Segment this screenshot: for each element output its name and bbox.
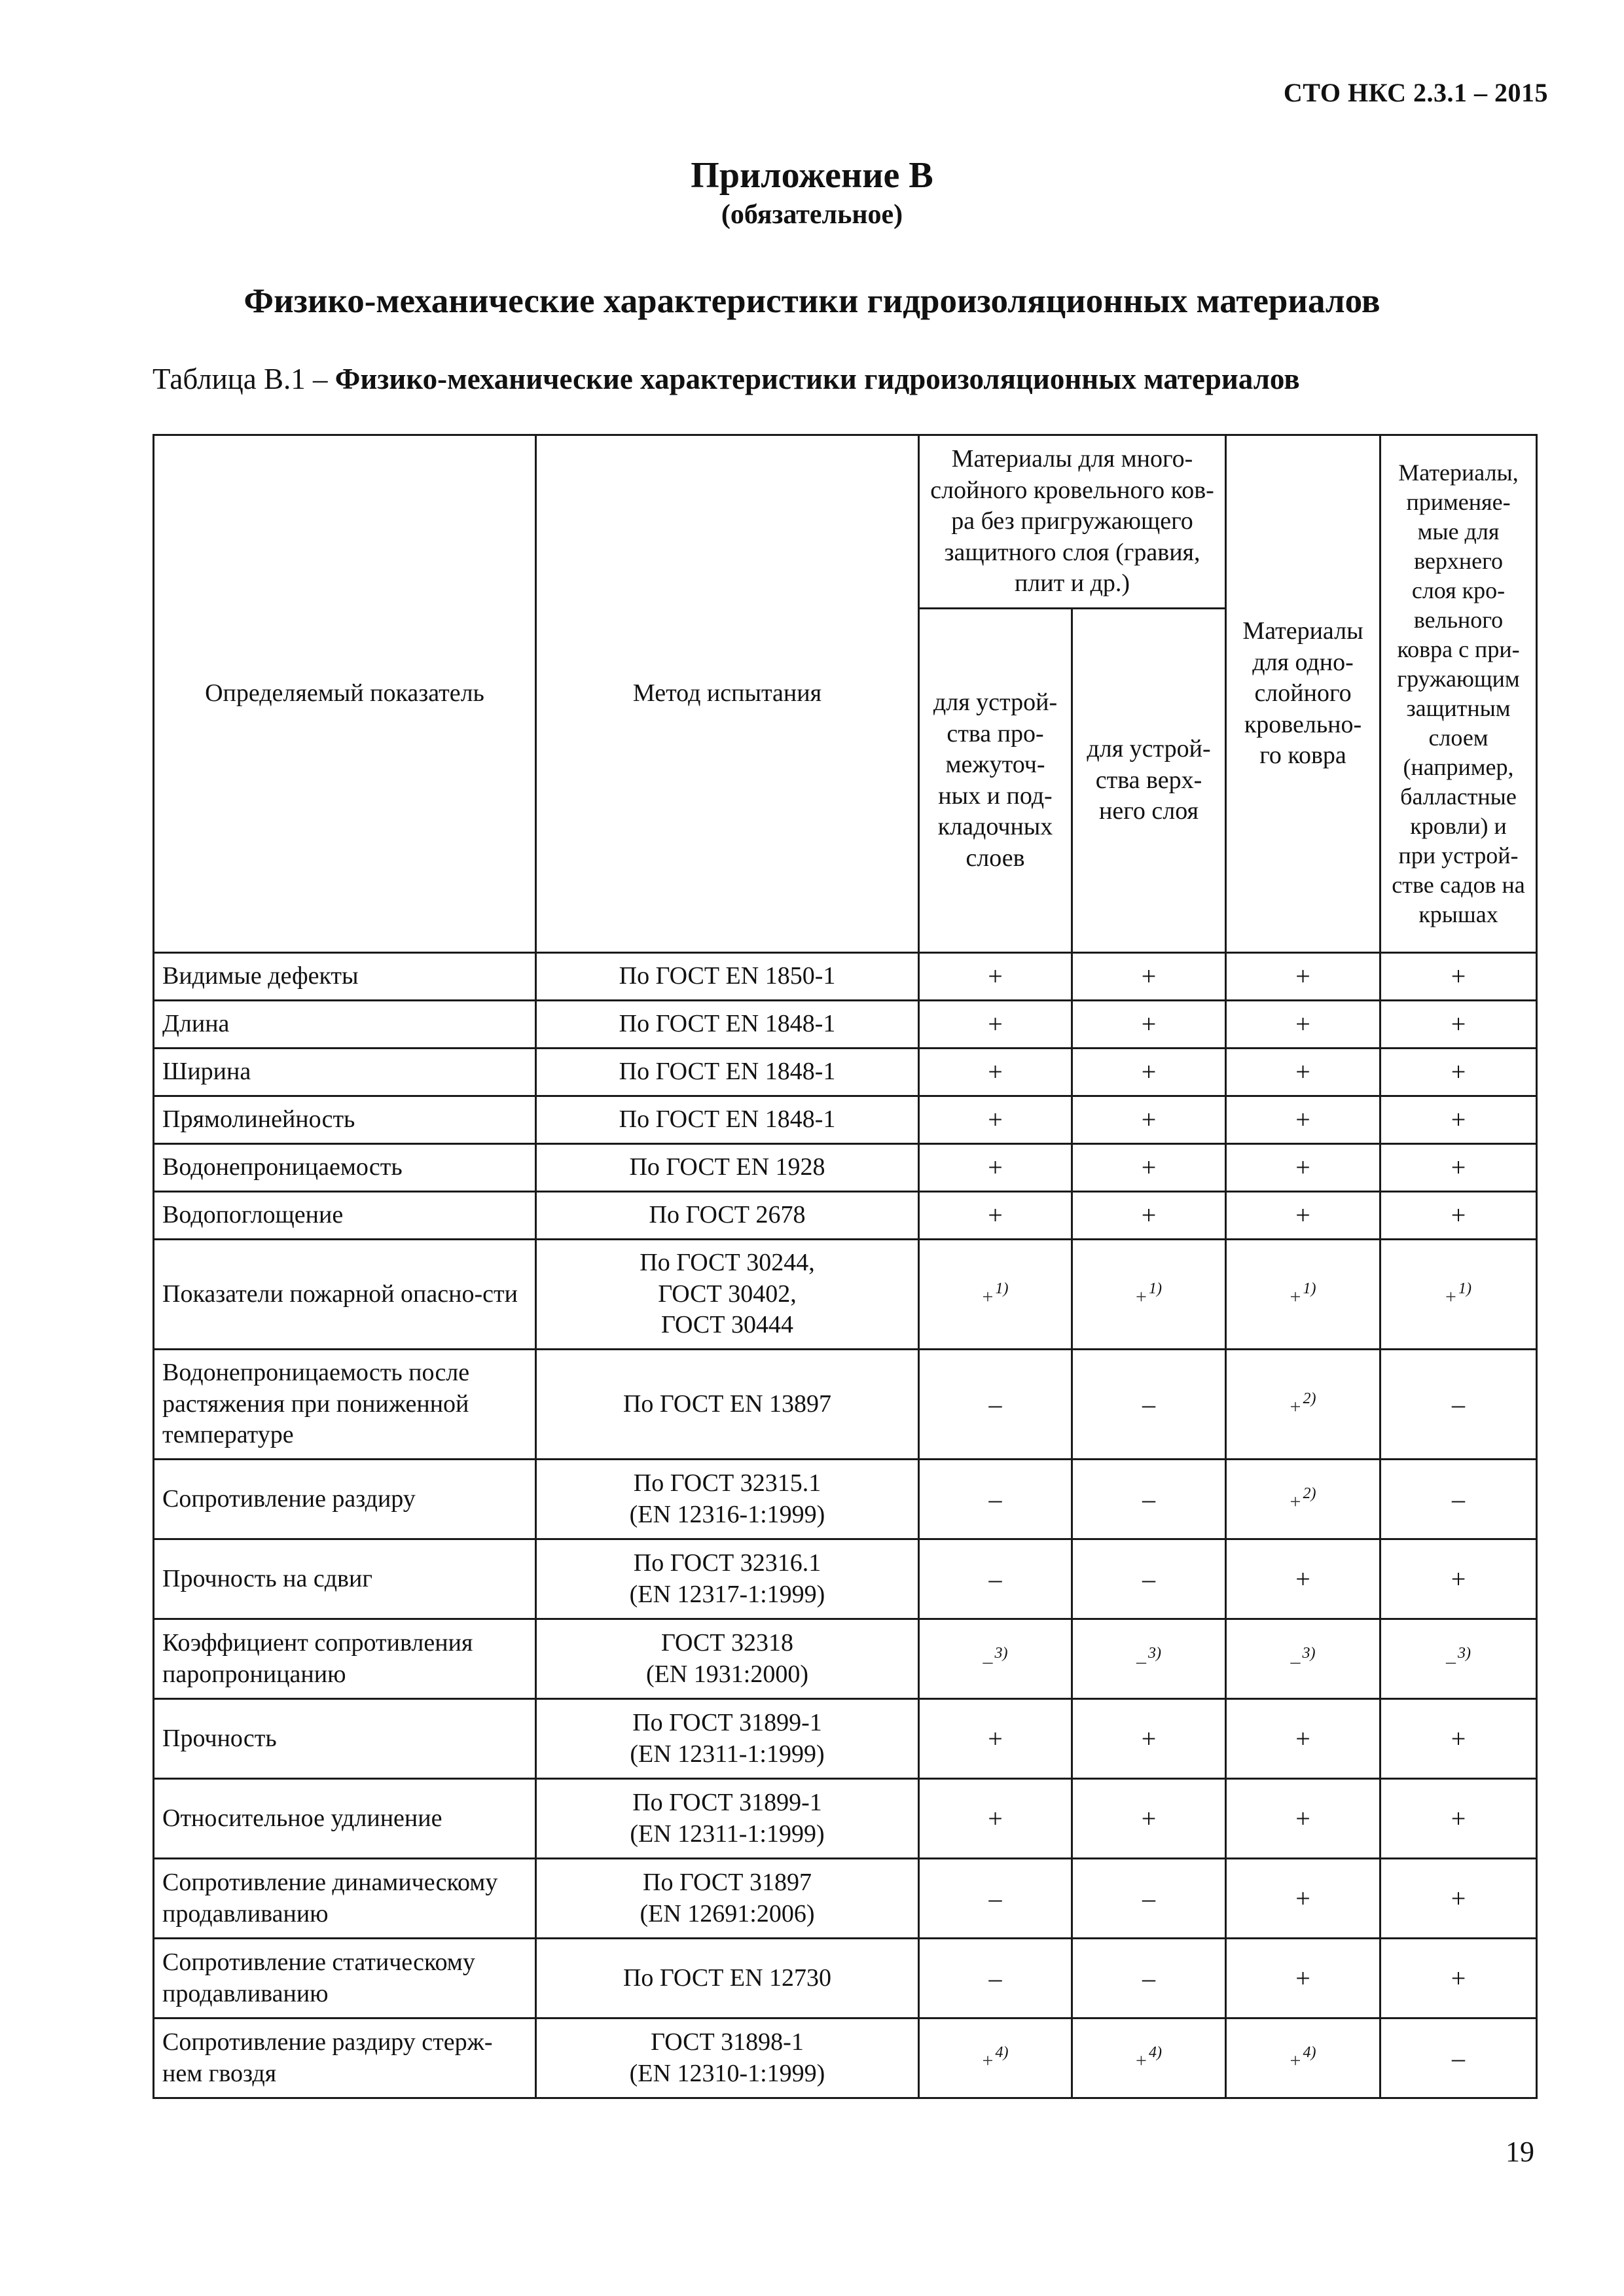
property-cell: Сопротивление динамическому продавливанию	[154, 1859, 536, 1939]
method-line: По ГОСТ EN 13897	[623, 1390, 832, 1418]
table-row	[154, 1049, 1537, 1096]
method-line: (EN 12691:2006)	[640, 1899, 815, 1928]
applicability-cell	[1226, 1049, 1380, 1096]
method-line: По ГОСТ 31899-1	[632, 1789, 822, 1816]
applicability-mark: –	[988, 1484, 1002, 1514]
applicability-cell	[1072, 1240, 1226, 1350]
footnote-ref: 1)	[1148, 1280, 1162, 1298]
applicability-cell	[1072, 1939, 1226, 2018]
applicability-cell	[1226, 1859, 1380, 1939]
applicability-cell	[1226, 1144, 1380, 1192]
applicability-mark: +	[1451, 1009, 1466, 1039]
applicability-cell	[1226, 1619, 1380, 1699]
applicability-cell	[919, 1619, 1072, 1699]
applicability-mark: +	[1295, 1723, 1310, 1753]
method-line: ГОСТ 30402,	[658, 1280, 797, 1308]
applicability-cell	[1380, 1779, 1537, 1859]
applicability-mark: +	[1136, 1285, 1147, 1308]
property-cell: Сопротивление раздиру стерж-нем гвоздя	[154, 2018, 536, 2098]
property-cell: Прочность	[154, 1699, 536, 1779]
applicability-cell	[919, 1699, 1072, 1779]
applicability-mark: +	[988, 1153, 1003, 1182]
applicability-cell	[1380, 1619, 1537, 1699]
footnote-ref: 3)	[1302, 1645, 1316, 1662]
method-cell	[536, 1779, 919, 1859]
property-cell: Прямолинейность	[154, 1096, 536, 1144]
applicability-mark: +	[1451, 1057, 1466, 1086]
method-line: По ГОСТ 31899-1	[632, 1709, 822, 1736]
applicability-mark: +	[988, 1009, 1003, 1039]
method-line: ГОСТ 30444	[661, 1311, 793, 1339]
applicability-mark: +	[1290, 1490, 1301, 1513]
table-row	[154, 1144, 1537, 1192]
applicability-cell	[1226, 2018, 1380, 2098]
applicability-cell	[1072, 1144, 1226, 1192]
applicability-cell	[919, 1096, 1072, 1144]
applicability-cell	[1072, 1460, 1226, 1539]
header-multilayer: Материалы для много-слойного кровельного ков-ра без пригружающего защитного слоя (гравия, плит и др.)	[919, 435, 1226, 609]
property-cell: Ширина	[154, 1049, 536, 1096]
table-row	[154, 1192, 1537, 1240]
property-cell: Коэффициент сопротивления паропроницанию	[154, 1619, 536, 1699]
footnote-ref: 3)	[1458, 1645, 1471, 1662]
applicability-cell	[919, 1240, 1072, 1350]
applicability-mark: +	[1445, 1285, 1456, 1308]
applicability-mark: +	[1451, 1803, 1466, 1833]
applicability-mark: –	[1142, 1963, 1155, 1993]
document-code: СТО НКС 2.3.1 – 2015	[1283, 78, 1548, 107]
footnote-ref: 3)	[994, 1645, 1008, 1662]
applicability-mark: +	[1451, 1105, 1466, 1134]
method-line: (EN 12317-1:1999)	[629, 1580, 825, 1608]
applicability-cell	[1380, 2018, 1537, 2098]
applicability-cell	[1226, 1240, 1380, 1350]
applicability-mark: +	[1451, 1153, 1466, 1182]
method-line: По ГОСТ EN 1848-1	[619, 1058, 836, 1086]
method-cell	[536, 2018, 919, 2098]
applicability-mark: +	[1295, 1105, 1310, 1134]
applicability-cell	[1226, 1001, 1380, 1049]
method-cell	[536, 1350, 919, 1460]
table-row	[154, 1096, 1537, 1144]
property-cell: Прочность на сдвиг	[154, 1539, 536, 1619]
applicability-cell	[919, 1350, 1072, 1460]
method-line: По ГОСТ 2678	[649, 1201, 806, 1229]
appendix-status: (обязательное)	[721, 200, 903, 230]
applicability-mark: –	[988, 1389, 1002, 1419]
property-cell: Водопоглощение	[154, 1192, 536, 1240]
applicability-mark: +	[1451, 1564, 1466, 1594]
property-cell: Видимые дефекты	[154, 953, 536, 1001]
applicability-cell	[1226, 1939, 1380, 2018]
property-cell: Водонепроницаемость после растяжения при пониженной температуре	[154, 1350, 536, 1460]
applicability-cell	[1380, 1939, 1537, 2018]
applicability-mark: +	[1295, 1963, 1310, 1993]
header-intermediate-layers: для устрой-ства про-межуточ-ных и под-кладочных слоев	[919, 609, 1072, 953]
applicability-cell	[919, 1859, 1072, 1939]
applicability-mark: +	[1295, 1803, 1310, 1833]
applicability-cell	[919, 1539, 1072, 1619]
footnote-ref: 1)	[1303, 1280, 1316, 1298]
applicability-mark: +	[1141, 1803, 1157, 1833]
applicability-mark: +	[1451, 1723, 1466, 1753]
header-top-layer: для устрой-ства верх-него слоя	[1072, 609, 1226, 953]
section-title: Физико-механические характеристики гидроизоляционных материалов	[244, 282, 1380, 320]
applicability-cell	[1072, 1619, 1226, 1699]
applicability-mark: +	[988, 1200, 1003, 1230]
applicability-cell	[1072, 1779, 1226, 1859]
property-cell: Длина	[154, 1001, 536, 1049]
applicability-cell	[1226, 1699, 1380, 1779]
applicability-mark: +	[1295, 1153, 1310, 1182]
method-line: (EN 1931:2000)	[645, 1660, 809, 1688]
table-row	[154, 1539, 1537, 1619]
table-row	[154, 2018, 1537, 2098]
applicability-cell	[919, 1001, 1072, 1049]
appendix-title: Приложение В	[691, 155, 933, 196]
applicability-cell	[1380, 1096, 1537, 1144]
applicability-mark: –	[1452, 2043, 1466, 2073]
applicability-cell	[1380, 1049, 1537, 1096]
table-row	[154, 1779, 1537, 1859]
header-property: Определяемый показатель	[154, 435, 536, 953]
applicability-mark: –	[1452, 1389, 1466, 1419]
applicability-mark: –	[1142, 1389, 1155, 1419]
footnote-ref: 2)	[1303, 1485, 1316, 1503]
property-cell: Сопротивление статическому продавливанию	[154, 1939, 536, 2018]
table-row	[154, 1859, 1537, 1939]
table-row	[154, 1460, 1537, 1539]
method-cell	[536, 1939, 919, 2018]
applicability-mark: +	[1290, 2049, 1301, 2072]
method-line: По ГОСТ 30244,	[640, 1249, 815, 1277]
method-line: ГОСТ 32318	[661, 1629, 793, 1657]
table-row	[154, 1939, 1537, 2018]
method-cell	[536, 1240, 919, 1350]
applicability-cell	[1072, 1350, 1226, 1460]
applicability-cell	[1226, 953, 1380, 1001]
applicability-mark: +	[1295, 1200, 1310, 1230]
header-ballast: Материалы, применяе-мые для верхнего слоя кро-вельного ковра с при-гружающим защитным слоем (например, балластные кровли) и при устрой-стве садов на крышах	[1380, 435, 1537, 953]
method-line: По ГОСТ EN 12730	[623, 1964, 832, 1992]
applicability-mark: +	[1295, 1057, 1310, 1086]
method-line: ГОСТ 31898-1	[651, 2028, 804, 2056]
table-caption-prefix: Таблица В.1 –	[153, 363, 335, 395]
applicability-cell	[919, 1049, 1072, 1096]
applicability-cell	[919, 1779, 1072, 1859]
footnote-ref: 1)	[995, 1280, 1009, 1298]
applicability-mark: –	[983, 1650, 993, 1672]
applicability-mark: +	[1295, 1009, 1310, 1039]
applicability-mark: +	[1295, 961, 1310, 991]
table-row	[154, 1001, 1537, 1049]
table-body	[154, 953, 1537, 2098]
property-cell: Относительное удлинение	[154, 1779, 536, 1859]
applicability-mark: +	[982, 1285, 994, 1308]
method-line: По ГОСТ 32315.1	[633, 1469, 821, 1497]
property-cell: Показатели пожарной опасно-сти	[154, 1240, 536, 1350]
applicability-cell	[1072, 1049, 1226, 1096]
method-cell	[536, 953, 919, 1001]
method-line: По ГОСТ EN 1850-1	[619, 962, 836, 990]
method-line: (EN 12316-1:1999)	[629, 1500, 825, 1528]
characteristics-table	[153, 434, 1538, 2099]
applicability-mark: –	[1446, 1650, 1456, 1672]
applicability-mark: +	[1141, 1200, 1157, 1230]
applicability-mark: –	[1290, 1650, 1301, 1672]
applicability-mark: +	[988, 1105, 1003, 1134]
footnote-ref: 4)	[995, 2044, 1009, 2062]
applicability-mark: +	[1451, 1883, 1466, 1913]
table-caption	[153, 362, 1300, 396]
table-row	[154, 1699, 1537, 1779]
applicability-mark: +	[1451, 1200, 1466, 1230]
applicability-mark: –	[988, 1963, 1002, 1993]
applicability-mark: +	[1141, 1723, 1157, 1753]
applicability-cell	[1072, 1859, 1226, 1939]
applicability-cell	[1380, 1144, 1537, 1192]
applicability-cell	[1072, 1001, 1226, 1049]
method-cell	[536, 1096, 919, 1144]
table-row	[154, 953, 1537, 1001]
applicability-cell	[1226, 1779, 1380, 1859]
method-cell	[536, 1699, 919, 1779]
applicability-mark: –	[1142, 1883, 1155, 1913]
property-cell: Водонепроницаемость	[154, 1144, 536, 1192]
applicability-mark: +	[1451, 961, 1466, 991]
applicability-cell	[1380, 1240, 1537, 1350]
applicability-cell	[919, 953, 1072, 1001]
applicability-mark: +	[982, 2049, 994, 2072]
method-cell	[536, 1460, 919, 1539]
applicability-cell	[1380, 1859, 1537, 1939]
applicability-cell	[1072, 1192, 1226, 1240]
method-cell	[536, 1001, 919, 1049]
applicability-cell	[1226, 1539, 1380, 1619]
method-cell	[536, 1619, 919, 1699]
applicability-cell	[1072, 2018, 1226, 2098]
table-caption-title: Физико-механические характеристики гидроизоляционных материалов	[334, 363, 1300, 395]
method-line: По ГОСТ EN 1848-1	[619, 1010, 836, 1038]
applicability-cell	[1380, 1001, 1537, 1049]
applicability-cell	[1072, 1539, 1226, 1619]
footnote-ref: 3)	[1148, 1645, 1161, 1662]
method-line: По ГОСТ EN 1928	[629, 1153, 825, 1181]
applicability-mark: +	[1136, 2049, 1147, 2072]
table-row	[154, 1350, 1537, 1460]
page-number: 19	[1506, 2136, 1534, 2168]
applicability-mark: +	[1141, 1105, 1157, 1134]
method-line: По ГОСТ EN 1848-1	[619, 1105, 836, 1134]
applicability-mark: +	[1295, 1883, 1310, 1913]
method-line: По ГОСТ 32316.1	[633, 1549, 821, 1577]
table-row	[154, 1619, 1537, 1699]
applicability-mark: –	[1142, 1564, 1155, 1594]
method-line: (EN 12311-1:1999)	[630, 1740, 825, 1768]
applicability-cell	[1226, 1192, 1380, 1240]
method-line: (EN 12310-1:1999)	[629, 2059, 825, 2087]
applicability-mark: +	[1451, 1963, 1466, 1993]
applicability-cell	[1380, 1350, 1537, 1460]
applicability-mark: +	[1141, 961, 1157, 991]
applicability-cell	[919, 1939, 1072, 2018]
applicability-cell	[1072, 1699, 1226, 1779]
applicability-cell	[1226, 1096, 1380, 1144]
applicability-cell	[1380, 1539, 1537, 1619]
applicability-mark: +	[988, 1803, 1003, 1833]
applicability-mark: –	[1452, 1484, 1466, 1514]
applicability-cell	[919, 1144, 1072, 1192]
method-cell	[536, 1049, 919, 1096]
property-cell: Сопротивление раздиру	[154, 1460, 536, 1539]
applicability-cell	[1380, 1699, 1537, 1779]
header-single-layer: Материалы для одно-слойного кровельно-го ковра	[1226, 435, 1380, 953]
applicability-cell	[1072, 953, 1226, 1001]
footnote-ref: 4)	[1148, 2044, 1162, 2062]
applicability-mark: –	[1136, 1650, 1146, 1672]
applicability-cell	[1380, 953, 1537, 1001]
header-method: Метод испытания	[536, 435, 919, 953]
footnote-ref: 4)	[1303, 2044, 1316, 2062]
table-row	[154, 1240, 1537, 1350]
applicability-cell	[1380, 1460, 1537, 1539]
applicability-mark: –	[1142, 1484, 1155, 1514]
method-line: По ГОСТ 31897	[643, 1869, 812, 1896]
applicability-cell	[919, 1192, 1072, 1240]
applicability-mark: –	[988, 1883, 1002, 1913]
applicability-cell	[1226, 1350, 1380, 1460]
applicability-cell	[1226, 1460, 1380, 1539]
method-cell	[536, 1192, 919, 1240]
applicability-mark: +	[1290, 1395, 1301, 1418]
method-cell	[536, 1144, 919, 1192]
applicability-mark: +	[1141, 1057, 1157, 1086]
applicability-mark: +	[1290, 1285, 1301, 1308]
applicability-mark: +	[1141, 1009, 1157, 1039]
footnote-ref: 2)	[1303, 1390, 1316, 1408]
method-cell	[536, 1859, 919, 1939]
method-cell	[536, 1539, 919, 1619]
applicability-mark: +	[988, 1057, 1003, 1086]
applicability-mark: +	[988, 961, 1003, 991]
applicability-mark: +	[1141, 1153, 1157, 1182]
applicability-mark: +	[988, 1723, 1003, 1753]
method-line: (EN 12311-1:1999)	[630, 1820, 825, 1848]
applicability-cell	[1072, 1096, 1226, 1144]
applicability-mark: +	[1295, 1564, 1310, 1594]
applicability-cell	[1380, 1192, 1537, 1240]
footnote-ref: 1)	[1458, 1280, 1471, 1298]
applicability-cell	[919, 1460, 1072, 1539]
applicability-mark: –	[988, 1564, 1002, 1594]
applicability-cell	[919, 2018, 1072, 2098]
